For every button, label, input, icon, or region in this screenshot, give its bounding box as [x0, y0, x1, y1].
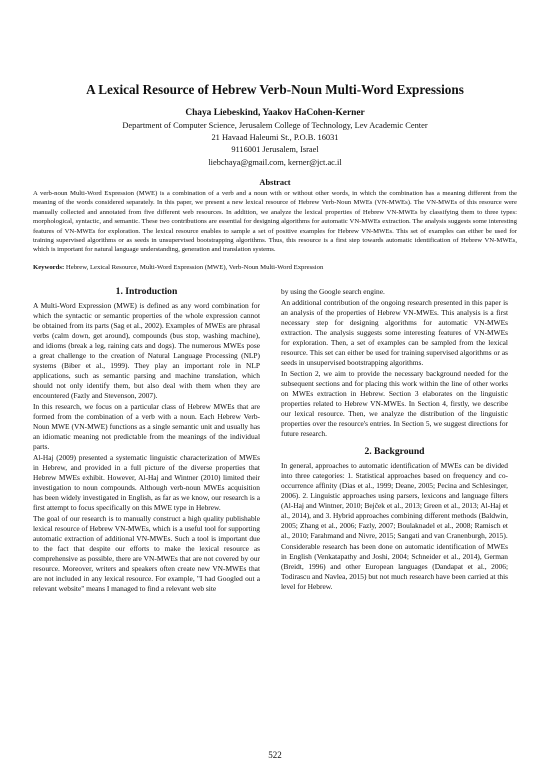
- body-paragraph: An additional contribution of the ongoing research presented in this paper is an analysis of the properties of Hebrew VN-MWEs. This analysis is a first necessary step for designing algorithms for automatic VN-MWEs extraction. The analysis suggests some interesting features of VN-MWEs for exploration. Then, a set of examples can be sampled from the lexical resource. This set can either be used for training supervised algorithms or as seeds in unsupervised bootstrapping algorithms.: [281, 298, 508, 367]
- authors: Chaya Liebeskind, Yaakov HaCohen-Kerner: [185, 108, 365, 118]
- affiliation-line: 21 Havaad Haleumi St., P.O.B. 16031: [211, 133, 339, 143]
- body-paragraph: Al-Haj (2009) presented a systematic linguistic characterization of MWEs in Hebrew, and provided in a full picture of the diverse properties that Hebrew MWEs exhibit. However, Al-Haj and Wintner (2010) limited their investigation to noun compounds. Although verb-noun MWEs acquisition has been widely investigated in English, as far as we know, our research is a first attempt to focus specifically on this MWE type in Hebrew.: [33, 453, 260, 512]
- body-paragraph: In general, approaches to automatic identification of MWEs can be divided into three categories: 1. Statistical approaches based on frequency and co-occurrence affinity (Dias et al., 1999; Deane, 2005; Pecina and Schlesinger, 2006). 2. Linguistic approaches using parsers, lexicons and language filters (Al-Haj and Wintner, 2010; Bejček et al., 2013; Green et al., 2013; Al-Haj et al., 2014), and 3. Hybrid approaches combining different methods (Baldwin, 2005; Zhang et al., 2006; Fazly, 2007; Boulaknadel et al., 2008; Ramisch et al., 2010; Farahmand and Nivre, 2015; Sangati and van Cranenburgh, 2015).: [281, 461, 508, 540]
- body-paragraph: Considerable research has been done on automatic identification of MWEs in English (Venkatapathy and Joshi, 2004; Schneider et al., 2014), German (Breidt, 1996) and other European languages (Dandapat et al., 2006; Todirascu and Navlea, 2015) but not much research have been carried at this level for Hebrew.: [281, 542, 508, 591]
- body-paragraph: In this research, we focus on a particular class of Hebrew MWEs that are formed from the combination of a verb with a noun. Each Hebrew Verb-Noun MWE (VN-MWE) functions as a single semantic unit and usually has an idiomatic meaning not predictable from the meanings of the individual parts.: [33, 402, 260, 451]
- body-paragraph: by using the Google search engine.: [281, 287, 385, 296]
- page-number: 522: [268, 750, 282, 760]
- section-heading-introduction: 1. Introduction: [115, 286, 178, 297]
- keywords: [33, 263, 517, 272]
- affiliation-line: 9116001 Jerusalem, Israel: [231, 145, 319, 155]
- body-paragraph: A Multi-Word Expression (MWE) is defined as any word combination for which the syntactic or semantic properties of the whole expression cannot be obtained from its parts (Sag et al., 2002). Examples of MWEs are phrasal verbs (calm down, get around), compounds (bus stop, washing machine), and idioms (break a leg, raining cats and dogs). The numerous MWEs pose a great challenge to the creation of Natural Language Processing (NLP) systems (Biber et al., 1999). They play an important role in NLP applications, such as semantic parsing and machine translation, which should not only identify them, but also deal with them when they are encountered (Fazly and Stevenson, 2007).: [33, 301, 260, 400]
- body-paragraph: In Section 2, we aim to provide the necessary background needed for the subsequent sections and for placing this work within the line of other works on MWEs extraction in Hebrew. Section 3 elaborates on the linguistic properties related to Hebrew VN-MWEs. In Section 4, firstly, we describe our lexical resource. Then, we analyze the distribution of the linguistic properties over the resource's entries. In Section 5, we suggest directions for future research.: [281, 369, 508, 438]
- paper-title: A Lexical Resource of Hebrew Verb-Noun Multi-Word Expressions: [86, 82, 464, 97]
- abstract-heading: Abstract: [259, 178, 291, 187]
- affiliation-line: Department of Computer Science, Jerusalem College of Technology, Lev Academic Center: [122, 121, 428, 130]
- section-heading-background: 2. Background: [364, 446, 425, 457]
- body-paragraph: The goal of our research is to manually construct a high quality publishable lexical resource of Hebrew VN-MWEs, which is a useful tool for supporting automatic extraction of additional VN-MWEs. Such a tool is important due to the fact that despite our efforts to make the lexical resource as comprehensive as possible, there are VN-MWEs that are not covered by our resource. Moreover, writers and speakers often create new VN-MWEs that are not included in any lexical resource. For example, "I had Googled out a relevant website" means I managed to find a relevant web site: [33, 514, 260, 593]
- affiliation: [0, 120, 550, 169]
- right-column: [281, 287, 508, 593]
- keywords-list: Hebrew, Lexical Resource, Multi-Word Expression (MWE), Verb-Noun Multi-Word Expression: [65, 264, 324, 271]
- left-column: [33, 287, 260, 595]
- author-emails: liebchaya@gmail.com, kerner@jct.ac.il: [208, 157, 342, 167]
- keywords-label: Keywords:: [33, 264, 65, 271]
- abstract-text: A verb-noun Multi-Word Expression (MWE) is a combination of a verb and a noun with or without other words, in which the combination has a meaning different from the meaning of the words considered separately. In this paper, we present a new lexical resource of Hebrew Verb-Noun MWEs (VN-MWEs). The VN-MWEs of this resource were manually collected and annotated from five different web resources. In addition, we analyze the lexical properties of Hebrew VN-MWEs by classifying them to three types: morphological, syntactic, and semantic. These two contributions are essential for designing algorithms for automatic VN-MWEs extraction. The analysis suggests some interesting features of VN-MWEs for exploration. The lexical resource enables to sample a set of positive examples for Hebrew VN-MWEs. This set of examples can either be used for training supervised algorithms or as seeds in unsupervised bootstrapping algorithms. Thus, this resource is a first step towards automatic identification of Hebrew VN-MWEs, which is important for natural language understanding, generation and translation systems.: [33, 190, 517, 254]
